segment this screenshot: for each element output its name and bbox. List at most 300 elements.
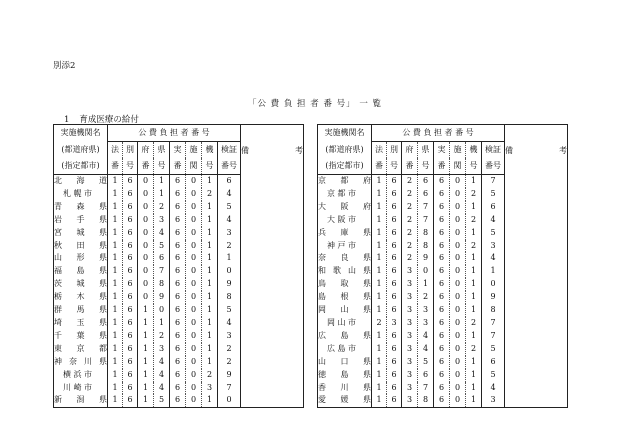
remarks-cell — [241, 356, 304, 369]
inst-digit: 1 — [202, 291, 218, 304]
law-digit: 1 — [112, 227, 118, 237]
remarks-cell — [505, 227, 568, 240]
check-digit: 3 — [218, 227, 241, 240]
inst-digit: 0 — [450, 227, 466, 240]
prefecture-name: 香 川 県 — [318, 382, 372, 395]
pref-digit: 9 — [418, 252, 434, 265]
pref-digit: 3 — [154, 214, 170, 227]
remarks-cell — [241, 227, 304, 240]
inst-digit: 1 — [202, 330, 218, 343]
header-designated-city — [54, 158, 108, 175]
inst-digit: 0 — [186, 175, 202, 188]
city-name: 神 戸 市 — [318, 240, 372, 253]
law-digit: 6 — [387, 330, 402, 343]
right-number-table — [317, 124, 568, 408]
inst-digit: 0 — [186, 330, 202, 343]
prefecture-name: 群 馬 県 — [54, 304, 108, 317]
city-name: 大 阪 市 — [318, 214, 372, 227]
table-row — [54, 201, 304, 214]
pref-digit: 6 — [418, 369, 434, 382]
law-digit: 6 — [123, 278, 138, 291]
pref-digit: 5 — [154, 240, 170, 253]
header-kensho: 検証 — [482, 142, 505, 159]
remarks-cell — [241, 175, 304, 188]
check-digit: 8 — [482, 304, 505, 317]
header-fu: 府 — [402, 142, 418, 159]
remarks-cell — [505, 356, 568, 369]
inst-digit: 0 — [186, 240, 202, 253]
header-ho: 法 — [108, 142, 123, 159]
pref-digit: 1 — [142, 343, 149, 353]
remarks-cell — [241, 343, 304, 356]
table-row — [318, 265, 568, 278]
inst-digit: 0 — [450, 317, 466, 330]
inst-digit: 1 — [466, 227, 482, 240]
table-row — [318, 214, 568, 227]
law-digit: 1 — [376, 188, 382, 198]
law-digit: 6 — [387, 188, 402, 201]
table-row — [54, 291, 304, 304]
inst-digit: 1 — [202, 343, 218, 356]
pref-digit: 3 — [406, 266, 413, 276]
header-ki: 機 — [466, 142, 482, 159]
city-name: 川 崎 市 — [54, 382, 108, 395]
remarks-cell — [505, 291, 568, 304]
law-digit: 1 — [112, 317, 118, 327]
inst-digit: 6 — [438, 253, 445, 263]
remarks-cell — [505, 382, 568, 395]
inst-digit: 6 — [438, 382, 445, 392]
law-digit: 1 — [112, 214, 118, 224]
prefecture-name: 岩 手 県 — [54, 214, 108, 227]
inst-digit: 0 — [450, 369, 466, 382]
inst-digit: 0 — [450, 330, 466, 343]
header-go: 号 — [418, 158, 434, 175]
pref-digit: 1 — [154, 188, 170, 201]
check-digit: 5 — [218, 201, 241, 214]
table-row — [318, 356, 568, 369]
remarks-cell — [241, 330, 304, 343]
header-shi: 施 — [450, 142, 466, 159]
inst-digit: 6 — [438, 266, 445, 276]
section-title: 育成医療の給付 — [79, 115, 139, 125]
law-digit: 6 — [123, 240, 138, 253]
law-digit: 1 — [108, 394, 123, 407]
law-digit: 6 — [387, 304, 402, 317]
law-digit: 1 — [376, 214, 382, 224]
inst-digit: 6 — [174, 214, 181, 224]
inst-digit: 0 — [186, 382, 202, 395]
prefecture-name: 新 潟 県 — [54, 394, 108, 407]
header-number-group: 公 費 負 担 者 番 号 — [108, 125, 241, 142]
inst-digit: 1 — [202, 175, 218, 188]
remarks-cell — [241, 382, 304, 395]
law-digit: 6 — [123, 330, 138, 343]
inst-digit: 2 — [466, 343, 482, 356]
pref-digit: 4 — [154, 382, 170, 395]
header-go: 号 — [154, 158, 170, 175]
law-digit: 6 — [123, 214, 138, 227]
prefecture-name: 秋 田 県 — [54, 240, 108, 253]
remarks-cell — [241, 291, 304, 304]
law-digit: 6 — [123, 265, 138, 278]
check-digit: 5 — [482, 227, 505, 240]
pref-digit: 0 — [142, 266, 149, 276]
pref-digit: 6 — [154, 252, 170, 265]
law-digit: 6 — [387, 278, 402, 291]
header-jitsu: 実 — [434, 142, 450, 159]
header-ban: 番 — [108, 158, 123, 175]
check-digit: 7 — [482, 175, 505, 188]
pref-digit: 4 — [154, 369, 170, 382]
law-digit: 6 — [123, 201, 138, 214]
inst-digit: 0 — [186, 252, 202, 265]
prefecture-name: 栃 木 県 — [54, 291, 108, 304]
inst-digit: 6 — [438, 188, 445, 198]
pref-digit: 4 — [154, 356, 170, 369]
header-ban: 番 — [434, 158, 450, 175]
inst-digit: 6 — [174, 188, 181, 198]
table-row — [54, 278, 304, 291]
table-row — [54, 214, 304, 227]
remarks-cell — [241, 214, 304, 227]
pref-digit: 1 — [142, 369, 149, 379]
check-digit: 9 — [218, 369, 241, 382]
inst-digit: 6 — [174, 317, 181, 327]
header-ban: 番 — [372, 158, 387, 175]
law-digit: 6 — [387, 394, 402, 407]
law-digit: 1 — [112, 176, 118, 185]
table-row — [318, 382, 568, 395]
inst-digit: 3 — [202, 382, 218, 395]
pref-digit: 0 — [142, 214, 149, 224]
inst-digit: 1 — [466, 304, 482, 317]
law-digit: 1 — [376, 253, 382, 263]
remarks-cell — [241, 188, 304, 201]
table-row — [54, 227, 304, 240]
inst-digit: 0 — [450, 265, 466, 278]
pref-digit: 1 — [418, 278, 434, 291]
header-kensho-number: 番号 — [482, 158, 505, 175]
check-digit: 5 — [482, 343, 505, 356]
prefecture-name: 広 島 県 — [318, 330, 372, 343]
inst-digit: 1 — [202, 201, 218, 214]
header-ki: 機 — [202, 142, 218, 159]
table-row — [318, 188, 568, 201]
remarks-cell — [505, 188, 568, 201]
inst-digit: 6 — [174, 356, 181, 366]
table-row — [54, 317, 304, 330]
pref-digit: 6 — [418, 175, 434, 188]
inst-digit: 2 — [466, 214, 482, 227]
pref-digit: 4 — [154, 227, 170, 240]
remarks-label: 備 考 — [505, 146, 567, 155]
header-remarks — [241, 125, 304, 175]
law-digit: 1 — [376, 176, 382, 185]
pref-digit: 8 — [154, 278, 170, 291]
header-designated-city-label: (指定都市) — [325, 161, 364, 170]
inst-digit: 0 — [450, 343, 466, 356]
prefecture-name: 宮 城 県 — [54, 227, 108, 240]
pref-digit: 1 — [142, 317, 149, 327]
inst-digit: 1 — [202, 265, 218, 278]
prefecture-name: 埼 玉 県 — [54, 317, 108, 330]
pref-digit: 5 — [154, 394, 170, 407]
remarks-cell — [241, 394, 304, 407]
law-digit: 1 — [376, 292, 382, 302]
law-digit: 6 — [387, 356, 402, 369]
inst-digit: 0 — [186, 278, 202, 291]
inst-digit: 0 — [450, 188, 466, 201]
remarks-label: 備 考 — [241, 146, 303, 155]
law-digit: 6 — [123, 227, 138, 240]
law-digit: 1 — [376, 201, 382, 211]
header-seki: 関 — [450, 158, 466, 175]
remarks-cell — [505, 304, 568, 317]
law-digit: 1 — [112, 369, 118, 379]
pref-digit: 3 — [406, 343, 413, 353]
inst-digit: 6 — [174, 369, 181, 379]
prefecture-name: 京 都 府 — [318, 175, 372, 188]
header-kensho-number: 番号 — [218, 158, 241, 175]
check-digit: 3 — [482, 394, 505, 407]
remarks-cell — [505, 252, 568, 265]
table-row — [54, 330, 304, 343]
inst-digit: 6 — [438, 343, 445, 353]
law-digit: 1 — [376, 369, 382, 379]
table-row — [54, 175, 304, 188]
inst-digit: 0 — [186, 188, 202, 201]
inst-digit: 6 — [174, 382, 181, 392]
inst-digit: 0 — [186, 369, 202, 382]
inst-digit: 1 — [202, 304, 218, 317]
inst-digit: 1 — [202, 278, 218, 291]
header-remarks — [505, 125, 568, 175]
check-digit: 6 — [482, 201, 505, 214]
law-digit: 1 — [112, 305, 118, 315]
inst-digit: 1 — [466, 252, 482, 265]
check-digit: 2 — [218, 343, 241, 356]
check-digit: 1 — [482, 265, 505, 278]
header-number-group: 公 費 負 担 者 番 号 — [372, 125, 505, 142]
pref-digit: 0 — [142, 279, 149, 289]
pref-digit: 2 — [406, 214, 413, 224]
header-inst-name: 実施機関名 — [54, 125, 108, 142]
law-digit: 6 — [387, 252, 402, 265]
inst-digit: 1 — [466, 382, 482, 395]
table-row — [54, 394, 304, 407]
header-shi: 施 — [186, 142, 202, 159]
inst-digit: 6 — [438, 369, 445, 379]
law-digit: 1 — [112, 330, 118, 340]
check-digit: 4 — [482, 252, 505, 265]
inst-digit: 6 — [438, 176, 445, 185]
table-row — [318, 278, 568, 291]
header-kensho: 検証 — [218, 142, 241, 159]
pref-digit: 7 — [418, 382, 434, 395]
remarks-cell — [241, 369, 304, 382]
section-number: 1 — [64, 115, 70, 125]
inst-digit: 0 — [186, 201, 202, 214]
pref-digit: 0 — [142, 227, 149, 237]
inst-digit: 1 — [466, 265, 482, 278]
header-pref-label: (都道府県) — [54, 142, 108, 159]
inst-digit: 6 — [438, 227, 445, 237]
pref-digit: 6 — [418, 188, 434, 201]
check-digit: 7 — [482, 330, 505, 343]
law-digit: 1 — [112, 240, 118, 250]
pref-digit: 0 — [154, 304, 170, 317]
inst-digit: 0 — [186, 317, 202, 330]
page-label: 別添2 — [53, 61, 76, 71]
header-ban: 番 — [170, 158, 186, 175]
law-digit: 1 — [376, 227, 382, 237]
remarks-cell — [241, 304, 304, 317]
pref-digit: 3 — [402, 394, 418, 407]
law-digit: 1 — [112, 188, 118, 198]
check-digit: 6 — [218, 175, 241, 188]
pref-digit: 3 — [406, 317, 413, 327]
check-digit: 3 — [218, 330, 241, 343]
prefecture-name: 岡 山 県 — [318, 304, 372, 317]
prefecture-name: 東 京 都 — [54, 343, 108, 356]
check-digit: 4 — [218, 214, 241, 227]
remarks-cell — [505, 265, 568, 278]
law-digit: 2 — [376, 317, 382, 327]
law-digit: 1 — [376, 266, 382, 276]
prefecture-name: 千 葉 県 — [54, 330, 108, 343]
table-row — [318, 343, 568, 356]
inst-digit: 6 — [174, 240, 181, 250]
table-row — [318, 201, 568, 214]
check-digit: 4 — [218, 188, 241, 201]
inst-digit: 0 — [450, 175, 466, 188]
check-digit: 7 — [218, 382, 241, 395]
inst-digit: 0 — [450, 214, 466, 227]
inst-digit: 0 — [450, 382, 466, 395]
pref-digit: 0 — [142, 176, 149, 185]
check-digit: 0 — [218, 394, 241, 407]
remarks-cell — [505, 330, 568, 343]
table-row — [54, 265, 304, 278]
inst-digit: 2 — [466, 188, 482, 201]
table-row — [318, 330, 568, 343]
pref-digit: 3 — [406, 305, 413, 315]
pref-digit: 3 — [406, 279, 413, 289]
law-digit: 1 — [112, 382, 118, 392]
law-digit: 1 — [376, 330, 382, 340]
inst-digit: 6 — [438, 292, 445, 302]
table-row — [54, 240, 304, 253]
law-digit: 1 — [376, 356, 382, 366]
inst-digit: 6 — [174, 292, 181, 302]
pref-digit: 2 — [154, 330, 170, 343]
pref-digit: 0 — [418, 265, 434, 278]
inst-digit: 0 — [450, 304, 466, 317]
law-digit: 3 — [387, 317, 402, 330]
check-digit: 3 — [482, 240, 505, 253]
prefecture-name: 兵 庫 県 — [318, 227, 372, 240]
inst-digit: 6 — [438, 214, 445, 224]
pref-digit: 2 — [154, 201, 170, 214]
check-digit: 7 — [482, 317, 505, 330]
check-digit: 2 — [218, 240, 241, 253]
law-digit: 1 — [376, 279, 382, 289]
table-row — [54, 304, 304, 317]
pref-digit: 4 — [418, 330, 434, 343]
pref-digit: 3 — [406, 382, 413, 392]
table-row — [54, 382, 304, 395]
check-digit: 4 — [482, 214, 505, 227]
left-number-table — [53, 124, 304, 408]
law-digit: 1 — [376, 305, 382, 315]
inst-digit: 6 — [434, 394, 450, 407]
law-digit: 6 — [123, 382, 138, 395]
prefecture-name: 福 島 県 — [54, 265, 108, 278]
prefecture-name: 茨 城 県 — [54, 278, 108, 291]
prefecture-name: 神 奈 川 県 — [54, 356, 108, 369]
pref-digit: 8 — [418, 240, 434, 253]
law-digit: 1 — [112, 266, 118, 276]
table-row — [318, 317, 568, 330]
law-digit: 1 — [112, 343, 118, 353]
prefecture-name: 山 口 県 — [318, 356, 372, 369]
law-digit: 1 — [376, 382, 382, 392]
check-digit: 9 — [218, 278, 241, 291]
table-row — [318, 240, 568, 253]
inst-digit: 0 — [186, 343, 202, 356]
inst-digit: 1 — [202, 240, 218, 253]
inst-digit: 6 — [174, 176, 181, 185]
pref-digit: 3 — [406, 369, 413, 379]
remarks-cell — [505, 317, 568, 330]
city-name: 広 島 市 — [318, 343, 372, 356]
inst-digit: 0 — [450, 278, 466, 291]
pref-digit: 3 — [406, 292, 413, 302]
remarks-cell — [241, 252, 304, 265]
check-digit: 0 — [482, 278, 505, 291]
pref-digit: 2 — [406, 227, 413, 237]
remarks-cell — [241, 265, 304, 278]
pref-digit: 1 — [138, 394, 154, 407]
inst-digit: 6 — [174, 266, 181, 276]
inst-digit: 6 — [174, 279, 181, 289]
inst-digit: 6 — [438, 330, 445, 340]
law-digit: 1 — [112, 201, 118, 211]
pref-digit: 3 — [406, 356, 413, 366]
law-digit: 6 — [123, 343, 138, 356]
pref-digit: 8 — [418, 227, 434, 240]
header-go: 号 — [387, 158, 402, 175]
header-ken: 県 — [154, 142, 170, 159]
inst-digit: 6 — [438, 240, 445, 250]
inst-digit: 6 — [174, 227, 181, 237]
law-digit: 1 — [112, 279, 118, 289]
city-name: 京 都 市 — [318, 188, 372, 201]
inst-digit: 0 — [186, 291, 202, 304]
city-name: 岡 山 市 — [318, 317, 372, 330]
law-digit: 6 — [123, 291, 138, 304]
check-digit: 4 — [482, 382, 505, 395]
law-digit: 6 — [387, 291, 402, 304]
check-digit: 9 — [482, 291, 505, 304]
remarks-cell — [505, 369, 568, 382]
remarks-cell — [505, 201, 568, 214]
table-row — [318, 369, 568, 382]
inst-digit: 0 — [186, 356, 202, 369]
inst-digit: 0 — [450, 356, 466, 369]
law-digit: 6 — [387, 369, 402, 382]
